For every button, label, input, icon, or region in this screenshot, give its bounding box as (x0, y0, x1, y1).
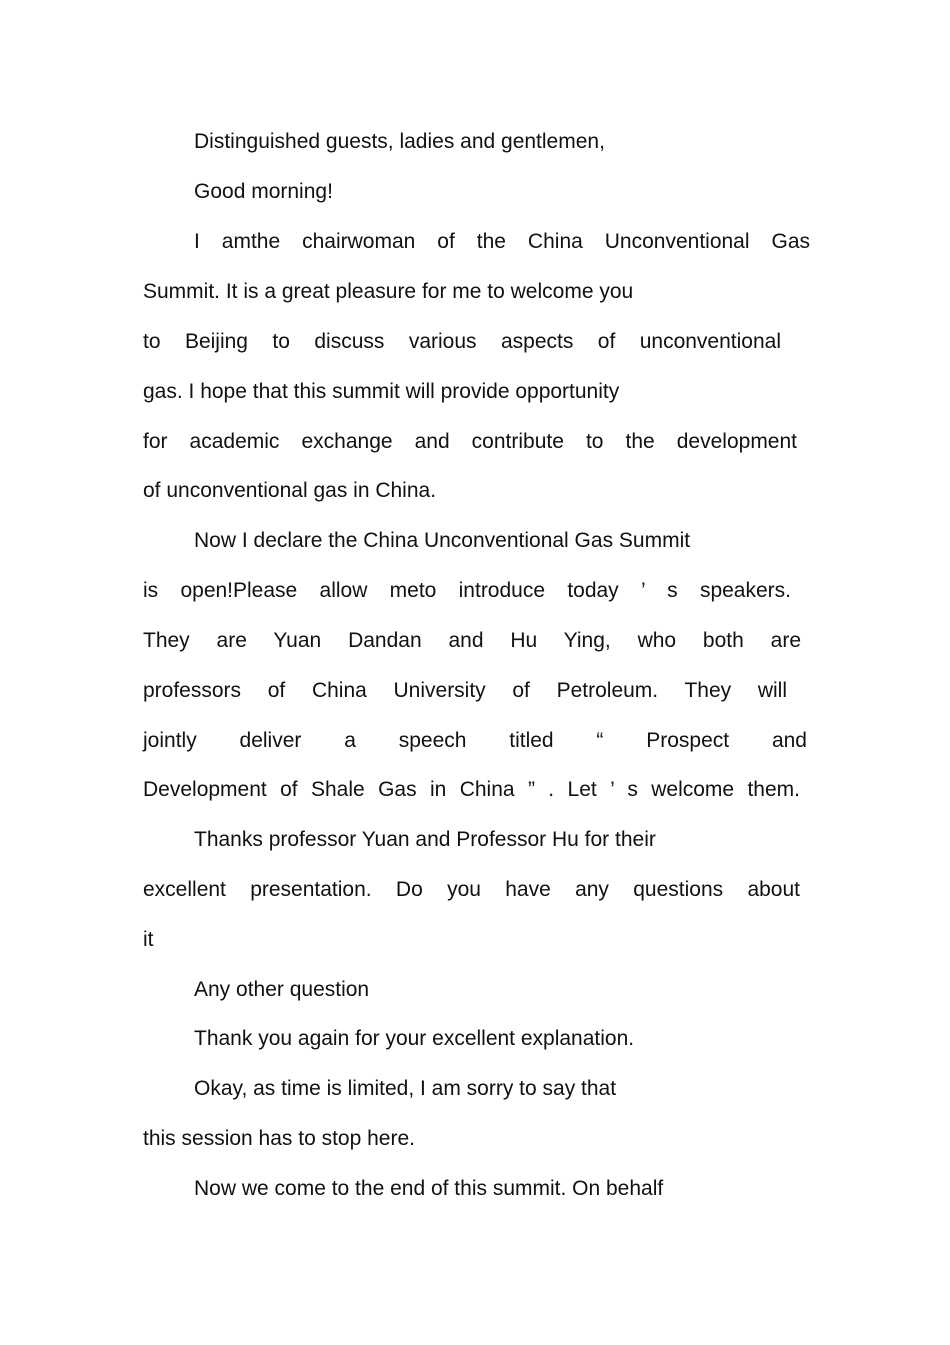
paragraph-line: of unconventional gas in China. (143, 479, 437, 502)
paragraph-line: Thanks professor Yuan and Professor Hu for their (194, 828, 656, 851)
greeting-line: Distinguished guests, ladies and gentlemen, (194, 130, 605, 153)
paragraph-line: Thank you again for your excellent explanation. (194, 1027, 635, 1050)
paragraph-line: Now we come to the end of this summit. On behalf (194, 1177, 664, 1200)
paragraph-line: I amthe chairwoman of the China Unconventional Gas (194, 230, 810, 253)
paragraph-line: excellent presentation. Do you have any questions about (143, 878, 800, 901)
paragraph-line: this session has to stop here. (143, 1127, 415, 1150)
paragraph-line: to Beijing to discuss various aspects of unconventional (143, 330, 781, 353)
paragraph-line: Development of Shale Gas in China ” . Let ’ s welcome them. (143, 778, 800, 801)
paragraph-line: They are Yuan Dandan and Hu Ying, who both are (143, 629, 801, 652)
good-morning-line: Good morning! (194, 180, 333, 203)
paragraph-line: Okay, as time is limited, I am sorry to say that (194, 1077, 617, 1100)
paragraph-line: professors of China University of Petroleum. They will (143, 679, 787, 702)
paragraph-line: is open!Please allow meto introduce today ’ s speakers. (143, 579, 791, 602)
paragraph-line: jointly deliver a speech titled “ Prospect and (143, 729, 807, 752)
paragraph-line: Summit. It is a great pleasure for me to welcome you (143, 280, 634, 303)
paragraph-line: gas. I hope that this summit will provide opportunity (143, 380, 620, 403)
paragraph-line: Any other question (194, 978, 370, 1001)
paragraph-line: Now I declare the China Unconventional Gas Summit (194, 529, 691, 552)
paragraph-line: it (143, 928, 154, 951)
paragraph-line: for academic exchange and contribute to the development (143, 430, 797, 453)
